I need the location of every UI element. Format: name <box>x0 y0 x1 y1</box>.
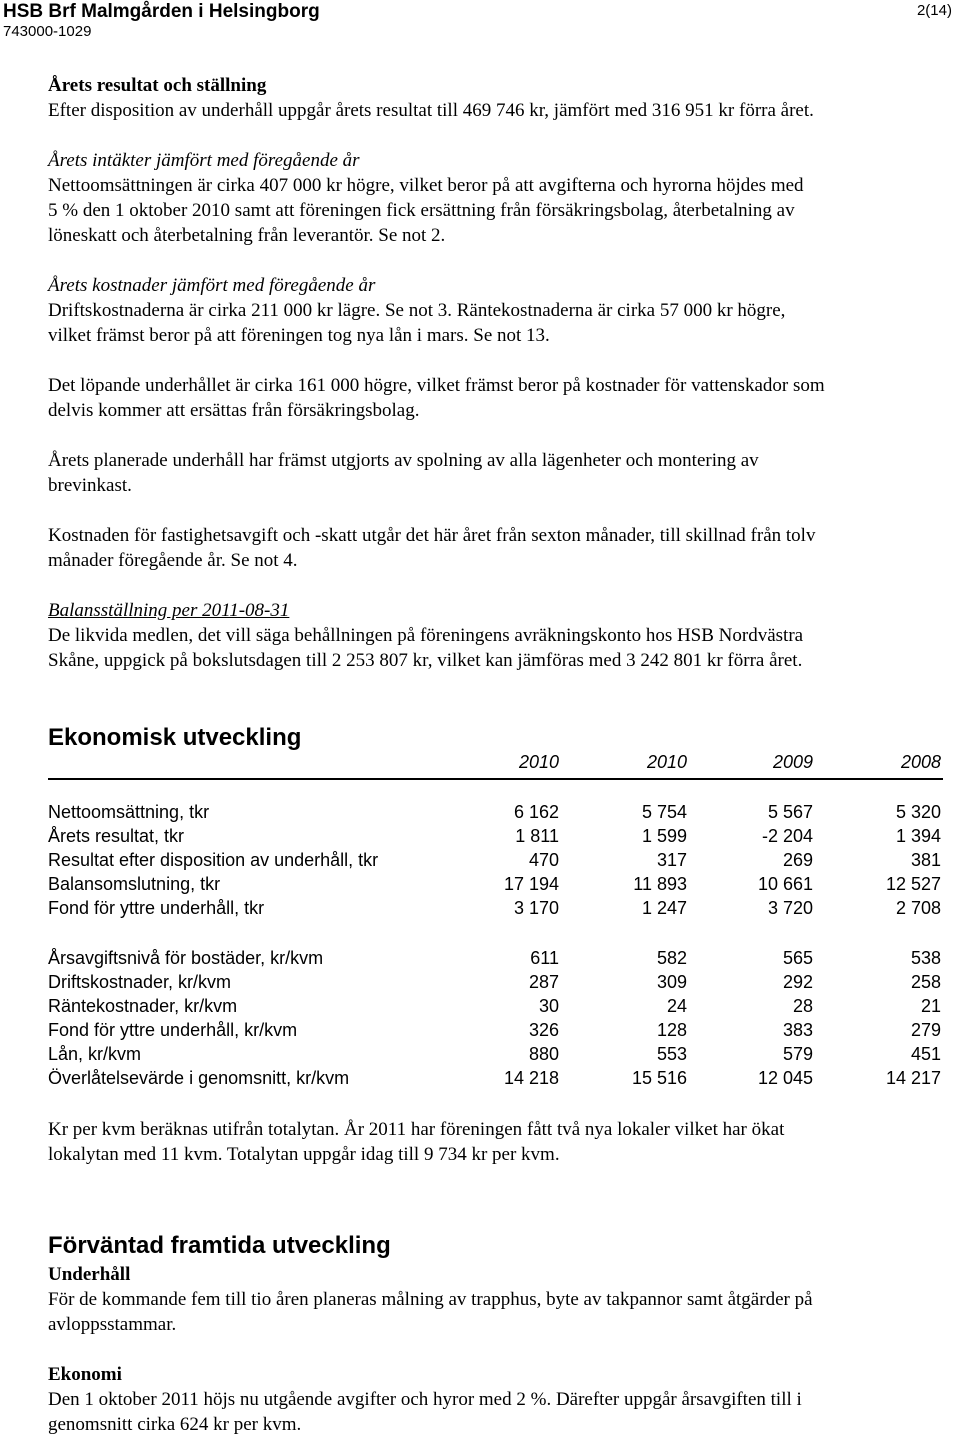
cell: 14 218 <box>503 1068 559 1088</box>
property-tax-line: månader föregående år. Se not 4. <box>48 550 298 571</box>
economy-title: Ekonomisk utveckling <box>48 724 302 751</box>
future-maintenance-heading: Underhåll <box>48 1264 131 1285</box>
cell: 128 <box>656 1020 687 1040</box>
cell: 14 217 <box>885 1068 941 1088</box>
future-title: Förväntad framtida utveckling <box>48 1232 391 1259</box>
cell: 5 320 <box>895 802 941 822</box>
cell: 5 754 <box>641 802 687 822</box>
table-row <box>48 1042 943 1066</box>
table-group-kvm <box>48 946 943 1090</box>
income-line: 5 % den 1 oktober 2010 samt att föreningen fick ersättning från försäkringsbolag, återbetalning av <box>48 200 795 221</box>
row-label: Räntekostnader, kr/kvm <box>48 996 238 1016</box>
table-row <box>48 1066 943 1090</box>
cell: 1 394 <box>895 826 941 846</box>
cell: -2 204 <box>761 826 813 846</box>
economy-table <box>48 750 943 1088</box>
cell: 317 <box>656 850 687 870</box>
kvm-note <box>48 1117 948 1167</box>
association-name: HSB Brf Malmgården i Helsingborg <box>3 1 320 22</box>
cell: 24 <box>666 996 687 1016</box>
result-heading: Årets resultat och ställning <box>48 75 267 96</box>
planned-line: Årets planerade underhåll har främst utgjorts av spolning av alla lägenheter och montering av <box>48 450 759 471</box>
cell: 279 <box>910 1020 941 1040</box>
cell: 3 720 <box>767 898 813 918</box>
cell: 6 162 <box>513 802 559 822</box>
row-label: Årets resultat, tkr <box>48 826 185 846</box>
page-number: 2(14) <box>916 2 952 19</box>
maintenance-line: Det löpande underhållet är cirka 161 000 högre, vilket främst beror på kostnader för vattenskador som <box>48 375 825 396</box>
cell: 287 <box>528 972 559 992</box>
cell: 309 <box>656 972 687 992</box>
income-heading: Årets intäkter jämfört med föregående år <box>48 150 360 171</box>
cell: 17 194 <box>503 874 559 894</box>
cell: 326 <box>528 1020 559 1040</box>
maintenance-line: delvis kommer att ersättas från försäkringsbolag. <box>48 400 420 421</box>
cell: 30 <box>538 996 559 1016</box>
cell: 28 <box>792 996 813 1016</box>
cell: 553 <box>656 1044 687 1064</box>
row-label: Nettoomsättning, tkr <box>48 802 210 822</box>
cell: 582 <box>656 948 687 968</box>
income-line: Nettoomsättningen är cirka 407 000 kr högre, vilket beror på att avgifterna och hyrorna höjdes med <box>48 175 804 196</box>
table-row <box>48 1018 943 1042</box>
future-economy-line: Den 1 oktober 2011 höjs nu utgående avgifter och hyror med 2 %. Därefter uppgår årsavgiften till i <box>48 1389 802 1410</box>
cell: 383 <box>782 1020 813 1040</box>
kvm-note-line: lokalytan med 11 kvm. Totalytan uppgår idag till 9 734 kr per kvm. <box>48 1144 560 1165</box>
cell: 12 045 <box>757 1068 813 1088</box>
row-label: Fond för yttre underhåll, tkr <box>48 898 265 918</box>
row-label: Balansomslutning, tkr <box>48 874 221 894</box>
cell: 11 893 <box>633 874 687 894</box>
cell: 381 <box>910 850 941 870</box>
row-label: Resultat efter disposition av underhåll, tkr <box>48 850 379 870</box>
cell: 15 516 <box>631 1068 687 1088</box>
future-maintenance-line: avloppsstammar. <box>48 1314 177 1335</box>
costs-line: Driftskostnaderna är cirka 211 000 kr lägre. Se not 3. Räntekostnaderna är cirka 57 000 kr högre, <box>48 300 786 321</box>
table-row <box>48 896 943 920</box>
cell: 5 567 <box>767 802 813 822</box>
table-row <box>48 872 943 896</box>
costs-heading: Årets kostnader jämfört med föregående år <box>48 275 376 296</box>
table-row <box>48 970 943 994</box>
cell: 3 170 <box>513 898 559 918</box>
row-label: Årsavgiftsnivå för bostäder, kr/kvm <box>48 948 324 968</box>
year-header: 2009 <box>772 752 813 772</box>
table-row <box>48 994 943 1018</box>
cell: 1 599 <box>641 826 687 846</box>
cell: 258 <box>910 972 941 992</box>
row-label: Lån, kr/kvm <box>48 1044 142 1064</box>
balance-line: De likvida medlen, det vill säga behållningen på föreningens avräkningskonto hos HSB Nordvästra <box>48 625 804 646</box>
planned-line: brevinkast. <box>48 475 132 496</box>
table-row <box>48 946 943 970</box>
year-header: 2010 <box>518 752 559 772</box>
future-economy-line: genomsnitt cirka 624 kr per kvm. <box>48 1414 302 1435</box>
cell: 21 <box>920 996 941 1016</box>
future-section <box>48 1262 948 1437</box>
cell: 10 661 <box>757 874 813 894</box>
cell: 470 <box>528 850 559 870</box>
result-text: Efter disposition av underhåll uppgår årets resultat till 469 746 kr, jämfört med 316 951 kr förra året. <box>48 100 814 121</box>
cell: 1 247 <box>641 898 687 918</box>
table-row <box>48 800 943 824</box>
table-group-tkr <box>48 800 943 920</box>
future-economy-heading: Ekonomi <box>48 1364 122 1385</box>
cell: 2 708 <box>895 898 941 918</box>
cell: 451 <box>910 1044 941 1064</box>
balance-heading: Balansställning per 2011-08-31 <box>48 600 290 621</box>
org-number: 743000-1029 <box>3 23 92 40</box>
report-body <box>48 73 948 673</box>
kvm-note-line: Kr per kvm beräknas utifrån totalytan. År 2011 har föreningen fått två nya lokaler vilket har ökat <box>48 1119 785 1140</box>
costs-line: vilket främst beror på att föreningen tog nya lån i mars. Se not 13. <box>48 325 550 346</box>
future-maintenance-line: För de kommande fem till tio åren planeras målning av trapphus, byte av takpannor samt åtgärder på <box>48 1289 813 1310</box>
table-header <box>48 750 943 780</box>
balance-line: Skåne, uppgick på bokslutsdagen till 2 253 807 kr, vilket kan jämföras med 3 242 801 kr förra året. <box>48 650 803 671</box>
cell: 269 <box>782 850 813 870</box>
cell: 1 811 <box>515 826 559 846</box>
year-header: 2008 <box>900 752 941 772</box>
cell: 565 <box>782 948 813 968</box>
row-label: Överlåtelsevärde i genomsnitt, kr/kvm <box>48 1068 350 1088</box>
property-tax-line: Kostnaden för fastighetsavgift och -skatt utgår det här året från sexton månader, till skillnad från tolv <box>48 525 816 546</box>
year-header: 2010 <box>646 752 687 772</box>
cell: 579 <box>782 1044 813 1064</box>
row-label: Driftskostnader, kr/kvm <box>48 972 232 992</box>
cell: 292 <box>782 972 813 992</box>
cell: 611 <box>530 948 559 968</box>
table-row <box>48 824 943 848</box>
income-line: löneskatt och återbetalning från leverantör. Se not 2. <box>48 225 446 246</box>
row-label: Fond för yttre underhåll, kr/kvm <box>48 1020 298 1040</box>
cell: 880 <box>528 1044 559 1064</box>
cell: 538 <box>910 948 941 968</box>
cell: 12 527 <box>885 874 941 894</box>
table-row <box>48 848 943 872</box>
